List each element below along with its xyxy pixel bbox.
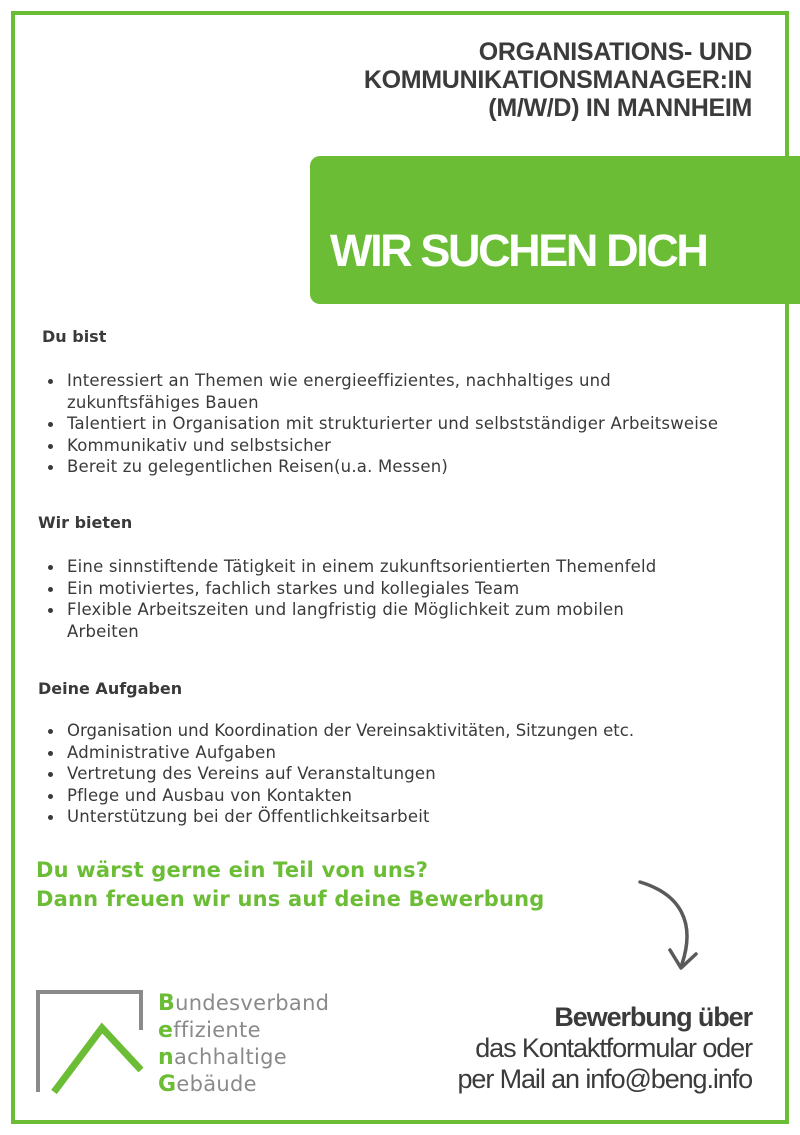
list-item: Flexible Arbeitszeiten und langfristig die Möglichkeit zum mobilen Arbeiten — [40, 599, 677, 642]
list-item: Talentiert in Organisation mit strukturierter und selbstständiger Arbeitsweise — [40, 413, 747, 435]
call-to-action — [36, 856, 545, 914]
contact-line-form: das Kontaktformular oder — [475, 1033, 752, 1063]
list-item: Interessiert an Themen wie energieeffizientes, nachhaltiges und zukunftsfähiges Bauen — [40, 370, 727, 413]
job-title — [232, 38, 752, 122]
job-title-line-2: KOMMUNIKATIONSMANAGER:IN — [363, 66, 752, 94]
list-item: Kommunikativ und selbstsicher — [40, 435, 795, 457]
logo-initial-b: B — [158, 991, 176, 1016]
list-item: Administrative Aufgaben — [40, 742, 795, 764]
banner-line-2: IN TEILZEIT — [330, 325, 557, 376]
logo-initial-g: G — [158, 1072, 177, 1097]
hiring-banner — [310, 156, 800, 376]
job-title-line-3: (M/W/D) IN MANNHEIM — [488, 94, 752, 122]
logo-initial-n: n — [158, 1045, 174, 1070]
application-contact — [457, 1002, 752, 1095]
logo-word-rest: ffiziente — [173, 1018, 261, 1042]
list-item: Bereit zu gelegentlichen Reisen(u.a. Messen) — [40, 456, 795, 478]
list-deine-aufgaben — [40, 720, 795, 828]
contact-line-email[interactable]: per Mail an info@beng.info — [457, 1064, 752, 1094]
list-item: Organisation und Koordination der Vereinsaktivitäten, Sitzungen etc. — [40, 720, 795, 742]
logo-word-rest: achhaltige — [173, 1045, 288, 1069]
banner-line-1: WIR SUCHEN DICH — [330, 225, 707, 276]
curved-arrow-down-icon — [632, 878, 712, 978]
house-outline-logo — [36, 990, 144, 1094]
list-item: Ein motiviertes, fachlich starkes und kollegiales Team — [40, 578, 795, 600]
cta-line-2: Dann freuen wir uns auf deine Bewerbung — [36, 887, 545, 911]
logo-word-rest: undesverband — [175, 991, 330, 1015]
list-item: Vertretung des Vereins auf Veranstaltungen — [40, 763, 795, 785]
contact-heading: Bewerbung über — [554, 1002, 752, 1032]
list-du-bist — [40, 370, 795, 478]
list-item: Pflege und Ausbau von Kontakten — [40, 785, 795, 807]
organization-logo-text — [158, 990, 329, 1098]
section-heading-du-bist: Du bist — [42, 327, 107, 346]
section-heading-wir-bieten: Wir bieten — [38, 513, 133, 532]
job-title-line-1: ORGANISATIONS- UND — [478, 38, 752, 66]
cta-line-1: Du wärst gerne ein Teil von uns? — [36, 858, 429, 882]
list-item: Unterstützung bei der Öffentlichkeitsarbeit — [40, 806, 795, 828]
list-wir-bieten — [40, 556, 795, 642]
list-item: Eine sinnstiftende Tätigkeit in einem zukunftsorientierten Themenfeld — [40, 556, 677, 578]
logo-word-rest: ebäude — [176, 1072, 257, 1096]
section-heading-deine-aufgaben: Deine Aufgaben — [38, 679, 183, 698]
logo-initial-e: e — [158, 1018, 174, 1043]
